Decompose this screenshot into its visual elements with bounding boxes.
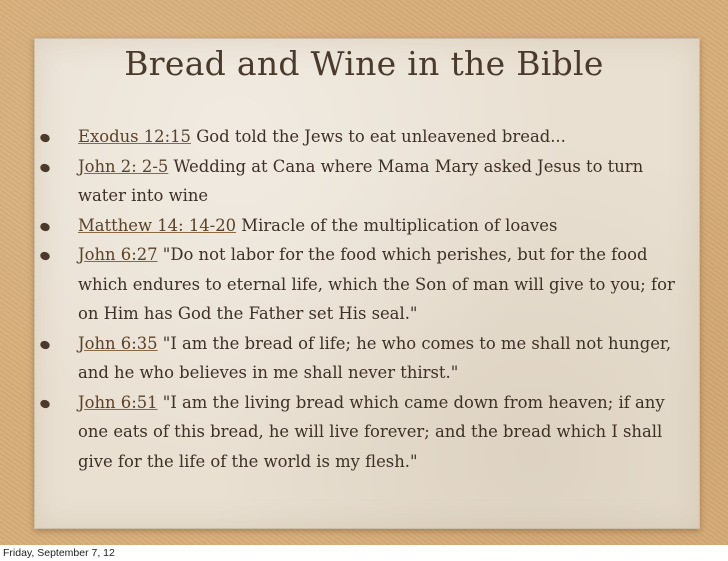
scripture-link[interactable]: John 6:35 bbox=[78, 333, 158, 353]
list-item bbox=[78, 152, 688, 211]
list-item bbox=[78, 329, 688, 388]
item-text: "I am the living bread which came down from heaven; if any one eats of this bread, he will live forever; and the bread which I shall give for the life of the world is my flesh." bbox=[78, 392, 665, 471]
footer-date: Friday, September 7, 12 bbox=[3, 547, 115, 559]
item-text: "Do not labor for the food which perishes, but for the food which endures to eternal life, which the Son of man will give to you; for on Him has God the Father set His seal." bbox=[78, 245, 675, 323]
bullet-list bbox=[78, 122, 688, 476]
scripture-link[interactable]: Exodus 12:15 bbox=[78, 127, 191, 146]
slide-title: Bread and Wine in the Bible bbox=[124, 44, 604, 83]
item-text: Miracle of the multiplication of loaves bbox=[236, 215, 558, 235]
scripture-link[interactable]: John 2: 2-5 bbox=[78, 156, 169, 176]
scripture-link[interactable]: John 6:27 bbox=[78, 245, 158, 264]
list-item bbox=[78, 122, 688, 152]
list-item bbox=[78, 388, 688, 477]
item-text: Wedding at Cana where Mama Mary asked Jesus to turn water into wine bbox=[78, 156, 644, 205]
list-item bbox=[78, 211, 688, 241]
scripture-link[interactable]: Matthew 14: 14-20 bbox=[78, 215, 237, 235]
list-item bbox=[78, 240, 688, 329]
item-text: God told the Jews to eat unleavened bread... bbox=[190, 127, 566, 146]
scripture-link[interactable]: John 6:51 bbox=[78, 392, 158, 412]
item-text: "I am the bread of life; he who comes to me shall not hunger, and he who believes in me shall never thirst." bbox=[78, 333, 672, 382]
